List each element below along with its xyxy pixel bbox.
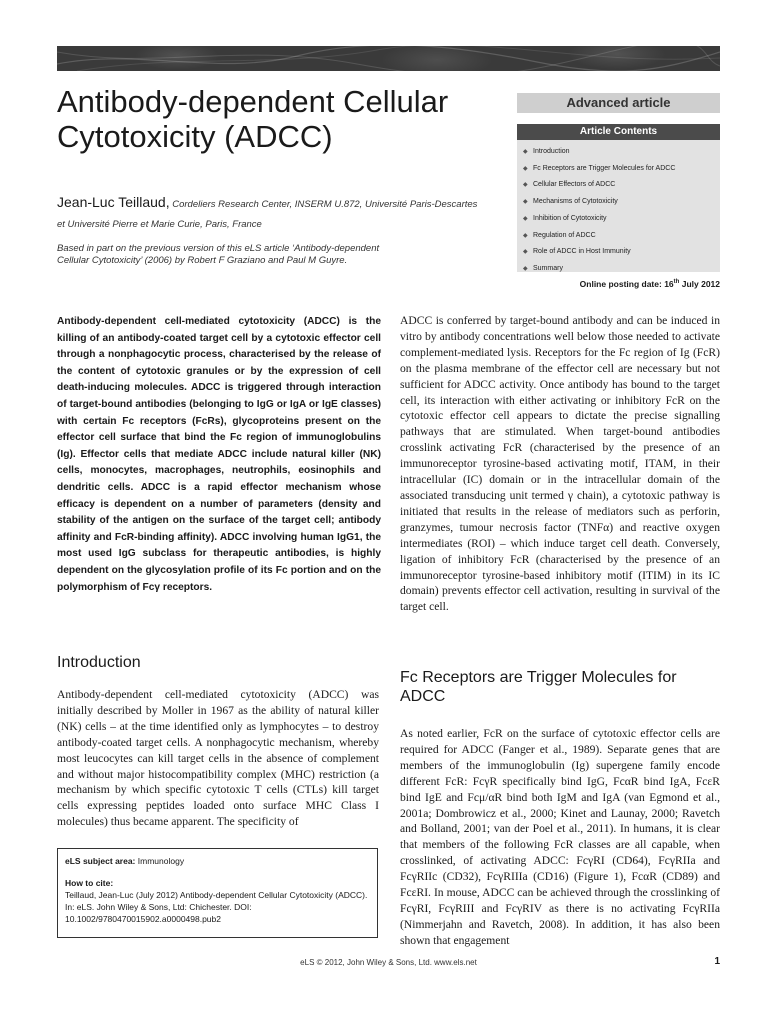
page-number: 1 xyxy=(714,956,720,967)
contents-item-cellular-effectors[interactable]: ◆ Cellular Effectors of ADCC xyxy=(523,177,720,194)
section-heading-introduction: Introduction xyxy=(57,654,141,671)
online-posting-date: Online posting date: 16th July 2012 xyxy=(579,279,720,289)
contents-item-introduction[interactable]: ◆ Introduction xyxy=(523,144,720,161)
author-name: Jean-Luc Teillaud, xyxy=(57,194,170,210)
contents-item-regulation[interactable]: ◆ Regulation of ADCC xyxy=(523,228,720,245)
author-block xyxy=(57,192,487,235)
bullet-icon: ◆ xyxy=(523,165,528,172)
page-footer: eLS © 2012, John Wiley & Sons, Ltd. www.els.net xyxy=(300,958,477,967)
contents-item-role-host-immunity[interactable]: ◆ Role of ADCC in Host Immunity xyxy=(523,244,720,261)
section-heading-fc-receptors: Fc Receptors are Trigger Molecules for ADCC xyxy=(400,669,677,705)
article-contents-title: Article Contents xyxy=(517,124,720,140)
contents-item-mechanisms[interactable]: ◆ Mechanisms of Cytotoxicity xyxy=(523,194,720,211)
article-title: Antibody-dependent Cellular Cytotoxicity (ADCC) xyxy=(57,84,449,154)
article-contents-box xyxy=(517,124,720,272)
bullet-icon: ◆ xyxy=(523,215,528,222)
contents-item-summary[interactable]: ◆ Summary xyxy=(523,261,720,278)
bullet-icon: ◆ xyxy=(523,149,528,155)
contents-list xyxy=(517,140,720,278)
how-to-cite-label: How to cite: xyxy=(65,878,114,888)
decorative-pattern-icon xyxy=(57,46,720,71)
subject-area-label: eLS subject area: xyxy=(65,856,136,866)
bullet-icon: ◆ xyxy=(523,182,528,189)
right-column-text: ADCC is conferred by target-bound antibody and can be induced in vitro by antibody concentrations well below those needed to activate complement-mediated lysis. Receptors for the Fc region of Ig (FcR) on the plasma membrane of the effector cell are necessary but not sufficient for ADCC activity. Once antibody has bound to the target cell, its interaction with either activating or inhibitory FcR on the cytotoxic effector cell appears to dictate the precise signalling pathways that are stimulated. When target-bound antibodies crosslink activating FcR (characterised by the presence of an immunoreceptor tyrosine-based activating motif, ITAM, in their intracellular (IC) domain or in the intracellular domain of the associated transducing unit termed γ chain), a cytotoxic pathway is initiated that results in the release of mediators such as perforin, granzymes, tumour necrosis factor (TNFα) and reactive oxygen intermediates (ROI) – which induce target cell death. Conversely, ligation of inhibitory FcR (characterised by the presence of an immunoreceptor tyrosine-based inhibitory motif (ITIM) in its IC domain) prevents effector cell activation, resulting in survival of the target cell. xyxy=(400,314,720,614)
header-banner xyxy=(57,46,720,71)
how-to-cite-text: Teillaud, Jean-Luc (July 2012) Antibody-dependent Cellular Cytotoxicity (ADCC). In: eLS. John Wiley & Sons, Ltd: Chichester. DOI: 10.1002/9780470015902.a0000498.pub2 xyxy=(65,890,368,924)
contents-item-fc-receptors[interactable]: ◆ Fc Receptors are Trigger Molecules for ADCC xyxy=(523,161,720,178)
author-affiliation: Cordeliers Research Center, INSERM U.872, Université Paris-Descartes et Université Pierre et Marie Curie, Paris, France xyxy=(57,199,478,230)
bullet-icon: ◆ xyxy=(523,265,528,272)
subject-area-value: Immunology xyxy=(137,856,185,866)
introduction-text: Antibody-dependent cell-mediated cytotoxicity (ADCC) was initially described by Moller in 1967 as the ability of natural killer (NK) cells – at the time identified only as lymphocytes – to destroy antibody-coated target cells. A nonphagocytic mechanism, whereby most leucocytes can kill target cells in the absence of complement and without major histocompatibility complex (MHC) restriction (a mechanism by which specific cytotoxic T cells (CTLs) kill target cells expressing peptides loaded onto surface MHC Class I molecules) thus became apparent. The specificity of xyxy=(57,688,379,829)
based-on-note: Based in part on the previous version of this eLS article ‘Antibody-dependent Cellular Cytotoxicity’ (2006) by Robert F Graziano and Paul M Guyre. xyxy=(57,243,380,266)
abstract: Antibody-dependent cell-mediated cytotoxicity (ADCC) is the killing of an antibody-coated target cell by a cytotoxic effector cell through a nonphagocytic process, characterised by the release of the content of cytotoxic granules or by the expression of cell death-inducing molecules. ADCC is triggered through interaction of target-bound antibodies (belonging to IgG or IgA or IgE classes) with certain Fc receptors (FcRs), glycoproteins present on the effector cell surface that bind the Fc region of immunoglobulins (Ig). Effector cells that mediate ADCC include natural killer (NK) cells, monocytes, macrophages, neutrophils, eosinophils and dendritic cells. ADCC is a rapid effector mechanism whose efficacy is dependent on a number of parameters (density and stability of the antigen on the surface of the target cell; antibody affinity and FcR-binding affinity). ADCC involving human IgG1, the most used IgG subclass for therapeutic antibodies, is highly dependent on the glycosylation profile of its Fc portion and on the polymorphism of Fcγ receptors. xyxy=(57,316,381,593)
citation-box xyxy=(57,848,378,938)
advanced-article-label: Advanced article xyxy=(517,93,720,113)
bullet-icon: ◆ xyxy=(523,249,528,256)
bullet-icon: ◆ xyxy=(523,199,528,206)
contents-item-inhibition[interactable]: ◆ Inhibition of Cytotoxicity xyxy=(523,211,720,228)
bullet-icon: ◆ xyxy=(523,232,528,239)
fc-receptors-text: As noted earlier, FcR on the surface of cytotoxic effector cells are required for ADCC (Fanger et al., 1989). Separate genes that are members of the immunoglobulin (Ig) supergene family encode different FcR: FcγR specifically bind IgG, FcαR bind IgA, FcεR bind IgE and Fcμ/αR bind both IgM and IgA (van Egmond et al., 2001a; Dombrowicz et al., 2000; Kinet and Launay, 2000; Ravetch and Bolland, 2001; van der Poel et al., 2011). In humans, it is clear that members of the following FcR classes are all capable, when crosslinked, of activating ADCC: FcγRI (CD64), FcγRIIa and FcγRIIc (CD32), FcγRIIIa (CD16) (Figure 1), FcαR (CD89) and FcεRI. In mouse, ADCC can be achieved through the crosslinking of FcγRI, FcγRIII and FcγRIV as there is no activating FcγRIIa (Nimmerjahn and Ravetch, 2008). In addition, it has also been shown that engagement xyxy=(400,727,720,947)
